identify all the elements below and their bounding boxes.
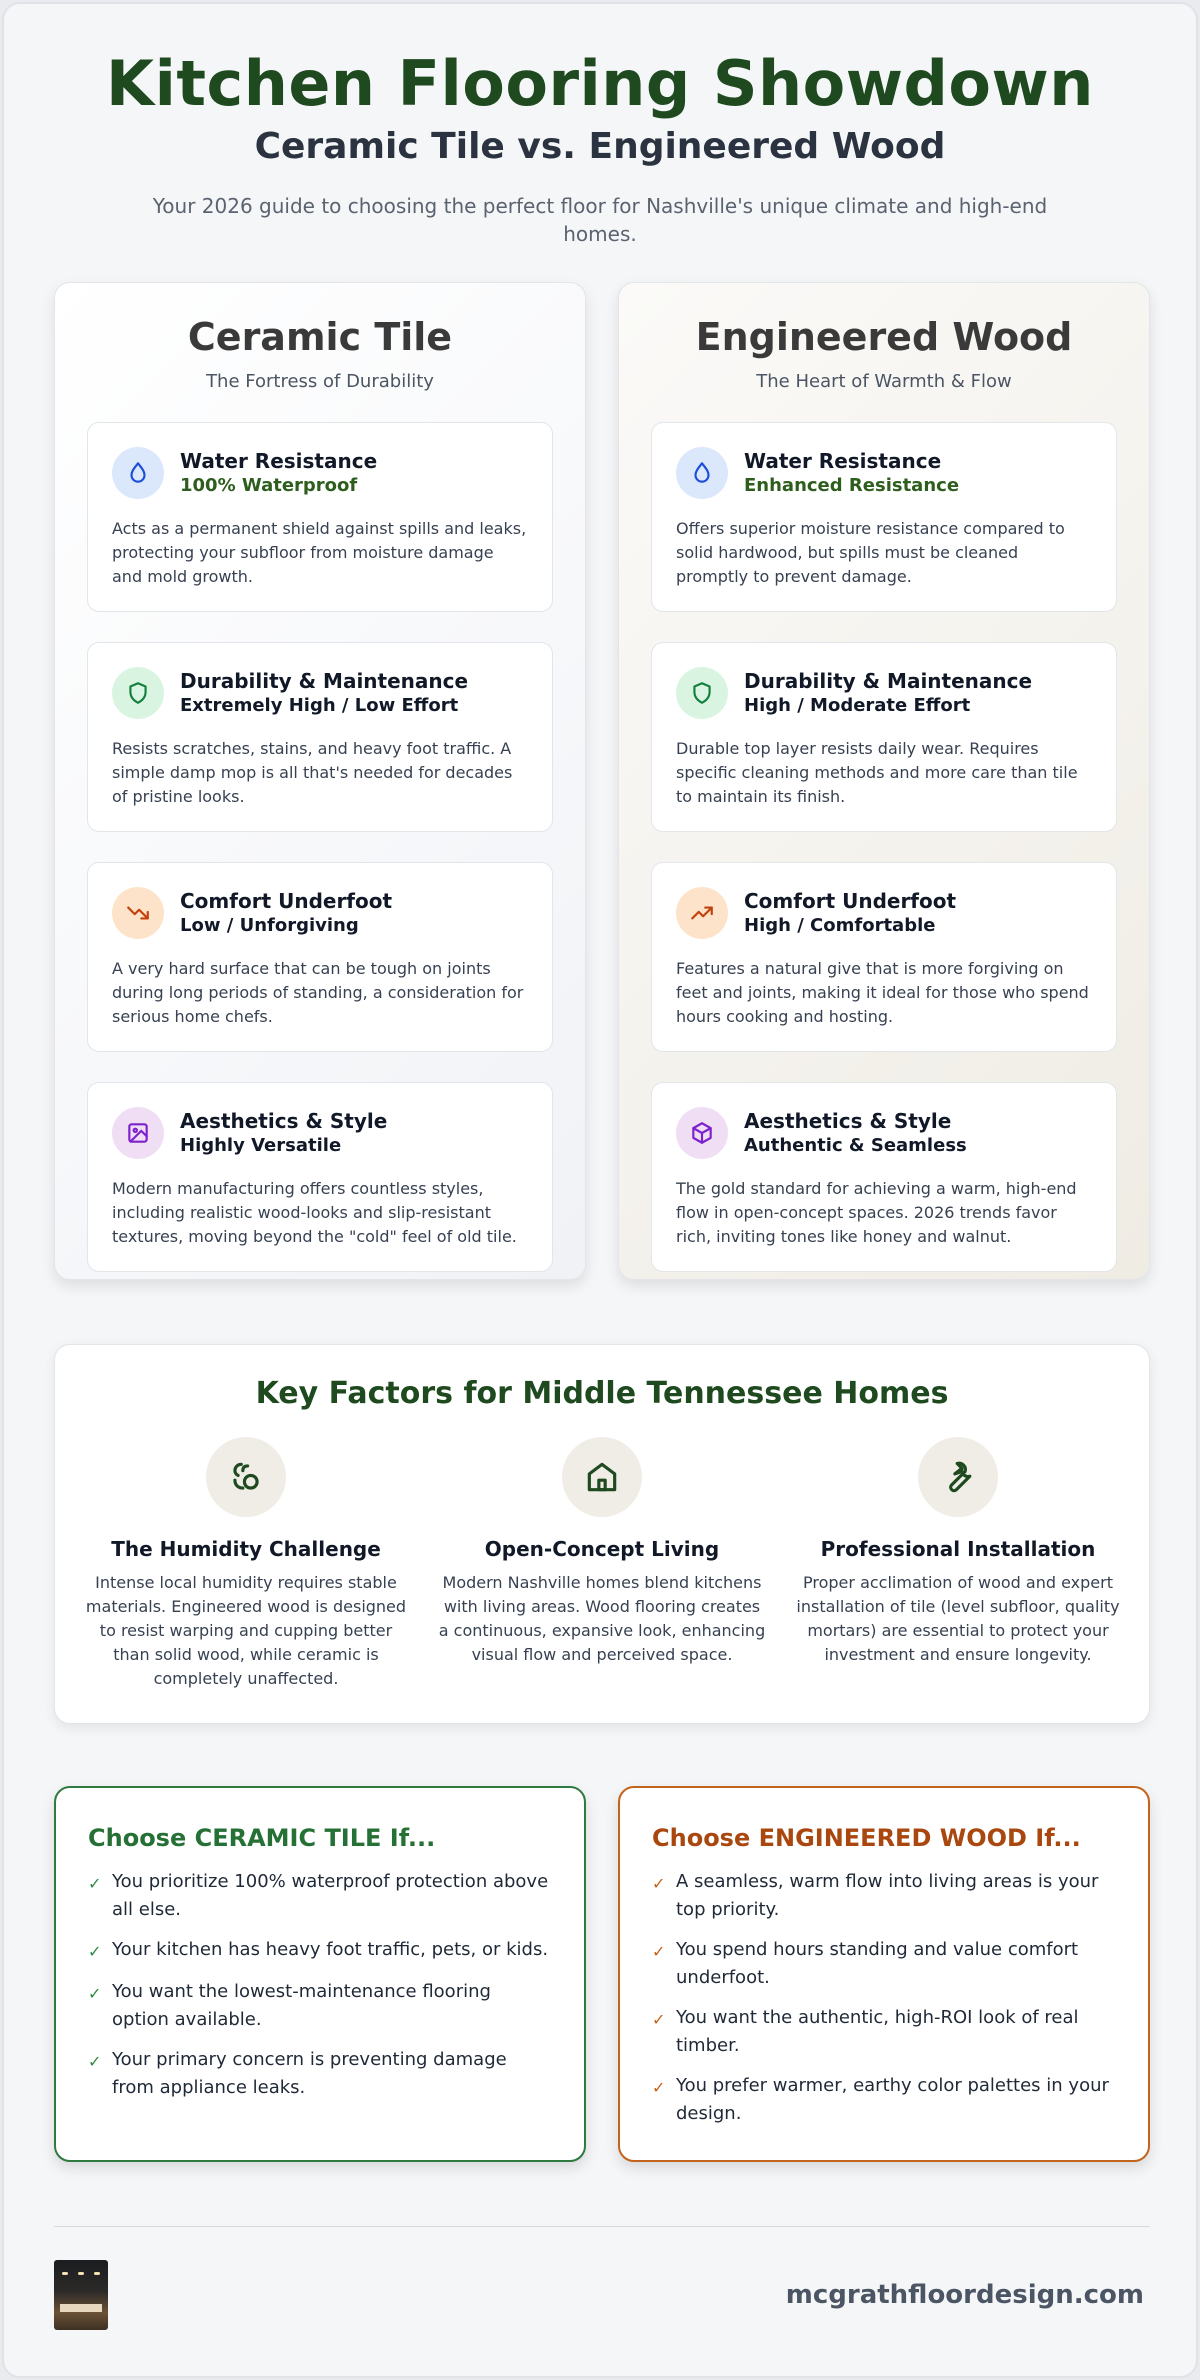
feature-description: Offers superior moisture resistance compared to solid hardwood, but spills must be cleaned promptly to prevent damage.	[676, 519, 1065, 586]
feature-level: Highly Versatile	[180, 1135, 342, 1156]
feature-card	[651, 1082, 1117, 1272]
feature-level: Authentic & Seamless	[744, 1135, 967, 1156]
wood-column-tagline: The Heart of Warmth & Flow	[756, 371, 1012, 392]
feature-card	[651, 862, 1117, 1052]
feature-card	[651, 642, 1117, 832]
choose-wood-box	[618, 1786, 1150, 2162]
page-title: Kitchen Flooring Showdown	[106, 47, 1094, 120]
factor-name: Professional Installation	[820, 1537, 1096, 1561]
feature-card	[87, 1082, 553, 1272]
check-icon: ✓	[652, 1942, 666, 1961]
check-icon: ✓	[88, 1942, 102, 1961]
feature-level: Extremely High / Low Effort	[180, 695, 459, 716]
list-item: ✓ You prioritize 100% waterproof protection above all else.	[88, 1868, 552, 1924]
trend-up-icon	[676, 887, 728, 939]
list-item: ✓ A seamless, warm flow into living areas is your top priority.	[652, 1868, 1116, 1924]
factor-name: Open-Concept Living	[484, 1537, 720, 1561]
feature-level: Low / Unforgiving	[180, 915, 359, 936]
infographic-page	[2, 2, 1198, 2378]
footer-divider	[54, 2226, 1150, 2227]
feature-description: Acts as a permanent shield against spills and leaks, protecting your subfloor from moisture damage and mold growth.	[112, 519, 527, 586]
key-factors-section	[54, 1344, 1150, 1724]
list-item: ✓ Your primary concern is preventing damage from appliance leaks.	[88, 2046, 552, 2102]
engineered-wood-column	[618, 282, 1150, 1280]
feature-description: Durable top layer resists daily wear. Requires specific cleaning methods and more care than tile to maintain its finish.	[676, 739, 1078, 806]
intro-text: Your 2026 guide to choosing the perfect floor for Nashville's unique climate and high-end homes.	[152, 194, 1048, 246]
humidity-icon	[206, 1437, 286, 1517]
feature-name: Water Resistance	[180, 449, 378, 473]
ceramic-column-title: Ceramic Tile	[187, 315, 453, 359]
feature-name: Durability & Maintenance	[180, 669, 469, 693]
feature-description: Resists scratches, stains, and heavy foot traffic. A simple damp mop is all that's needed for decades of pristine looks.	[112, 739, 513, 806]
shield-icon	[676, 667, 728, 719]
feature-description: The gold standard for achieving a warm, high-end flow in open-concept spaces. 2026 trends favor rich, inviting tones like honey and walnut.	[676, 1179, 1077, 1246]
check-icon: ✓	[652, 2010, 666, 2029]
factor-description: Modern Nashville homes blend kitchens with living areas. Wood flooring creates a continuous, expansive look, enhancing visual flow and perceived space.	[438, 1573, 766, 1664]
website-link[interactable]: mcgrathfloordesign.com	[785, 2280, 1144, 2310]
page-subtitle: Ceramic Tile vs. Engineered Wood	[254, 126, 946, 167]
choose-ceramic-box	[54, 1786, 586, 2162]
key-factors-title: Key Factors for Middle Tennessee Homes	[255, 1376, 949, 1411]
list-item: ✓ Your kitchen has heavy foot traffic, pets, or kids.	[88, 1936, 552, 1966]
wrench-icon	[918, 1437, 998, 1517]
choose-section	[54, 1786, 1150, 2162]
kitchen-photo-thumbnail	[54, 2260, 108, 2330]
feature-card	[87, 862, 553, 1052]
water-drop-icon	[112, 447, 164, 499]
feature-level: Enhanced Resistance	[744, 475, 960, 496]
feature-name: Aesthetics & Style	[180, 1109, 388, 1133]
wood-column-title: Engineered Wood	[695, 315, 1073, 359]
list-item: ✓ You want the authentic, high-ROI look of real timber.	[652, 2004, 1116, 2060]
factor-description: Proper acclimation of wood and expert installation of tile (level subfloor, quality mortars) are essential to protect your investment and ensure longevity.	[796, 1573, 1120, 1664]
list-item: ✓ You want the lowest-maintenance flooring option available.	[88, 1978, 552, 2034]
choose-wood-title: Choose ENGINEERED WOOD If...	[652, 1824, 1081, 1852]
factor-name: The Humidity Challenge	[111, 1537, 381, 1561]
feature-level: High / Comfortable	[744, 915, 936, 936]
factor-item	[81, 1437, 411, 1691]
comparison-columns	[54, 282, 1150, 1280]
feature-description: A very hard surface that can be tough on joints during long periods of standing, a consideration for serious home chefs.	[112, 959, 524, 1026]
feature-name: Durability & Maintenance	[744, 669, 1033, 693]
feature-name: Comfort Underfoot	[180, 889, 393, 913]
header	[4, 4, 1196, 248]
feature-name: Aesthetics & Style	[744, 1109, 952, 1133]
check-icon: ✓	[88, 1984, 102, 2003]
check-icon: ✓	[652, 2078, 666, 2097]
cube-icon	[676, 1107, 728, 1159]
check-icon: ✓	[88, 2052, 102, 2071]
ceramic-tile-column	[54, 282, 586, 1280]
feature-level: High / Moderate Effort	[744, 695, 971, 716]
ceramic-column-tagline: The Fortress of Durability	[206, 371, 434, 392]
factor-item	[437, 1437, 767, 1691]
feature-card	[651, 422, 1117, 612]
feature-name: Water Resistance	[744, 449, 942, 473]
feature-card	[87, 422, 553, 612]
check-icon: ✓	[88, 1874, 102, 1893]
trend-down-icon	[112, 887, 164, 939]
feature-description: Features a natural give that is more forgiving on feet and joints, making it ideal for those who spend hours cooking and hosting.	[676, 959, 1089, 1026]
feature-card	[87, 642, 553, 832]
choose-ceramic-title: Choose CERAMIC TILE If...	[88, 1824, 436, 1852]
image-icon	[112, 1107, 164, 1159]
feature-level: 100% Waterproof	[180, 475, 358, 496]
list-item: ✓ You spend hours standing and value comfort underfoot.	[652, 1936, 1116, 1992]
feature-description: Modern manufacturing offers countless styles, including realistic wood-looks and slip-resistant textures, moving beyond the "cold" feel of old tile.	[112, 1179, 517, 1246]
factor-item	[793, 1437, 1123, 1691]
feature-name: Comfort Underfoot	[744, 889, 957, 913]
water-drop-icon	[676, 447, 728, 499]
home-icon	[562, 1437, 642, 1517]
check-icon: ✓	[652, 1874, 666, 1893]
factor-description: Intense local humidity requires stable materials. Engineered wood is designed to resist warping and cupping better than solid wood, while ceramic is completely unaffected.	[85, 1573, 407, 1688]
list-item: ✓ You prefer warmer, earthy color palettes in your design.	[652, 2072, 1116, 2128]
shield-icon	[112, 667, 164, 719]
